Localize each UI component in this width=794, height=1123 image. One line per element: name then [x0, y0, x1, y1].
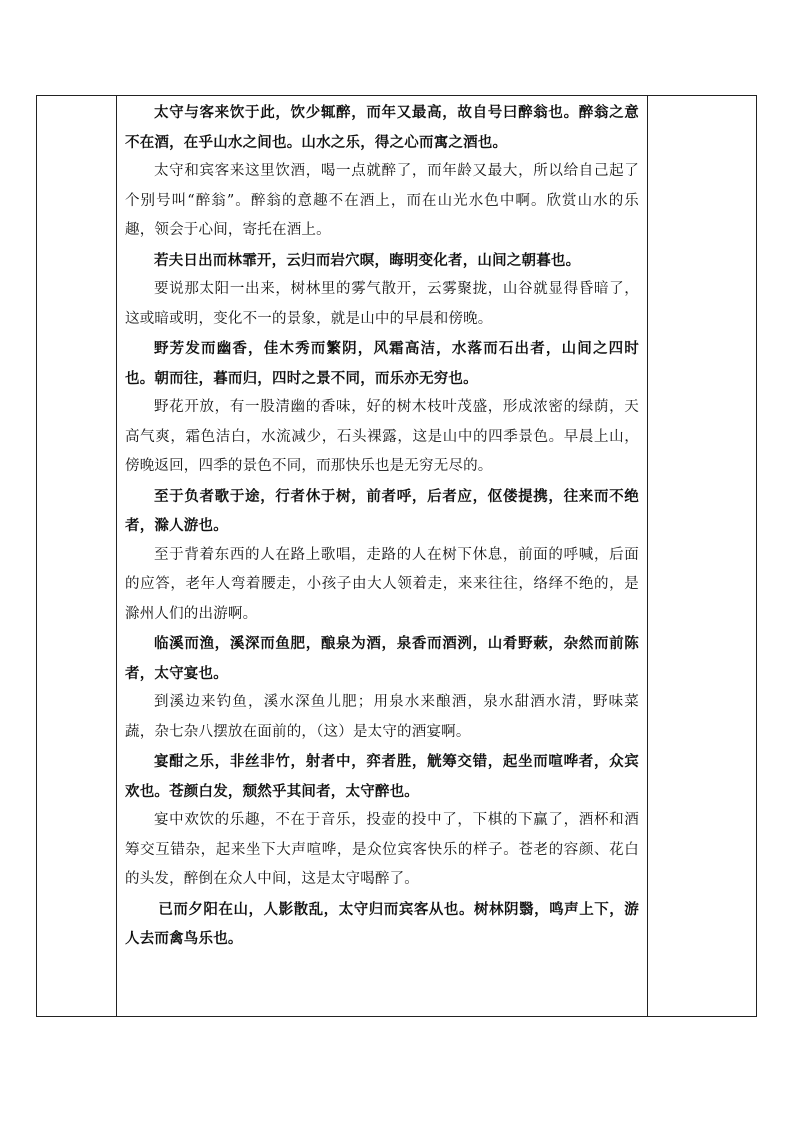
left-column-cell: [37, 96, 117, 1016]
text-table: [36, 95, 757, 1017]
translation-paragraph-2: 要说那太阳一出来，树林里的雾气散开，云雾聚拢，山谷就显得昏暗了，这或暗或明，变化不一的景象，就是山中的早晨和傍晚。: [125, 281, 639, 327]
translation-paragraph-6: 宴中欢饮的乐趣，不在于音乐，投壶的投中了，下棋的下赢了，酒杯和酒筹交互错杂，起来坐下大声喧哗，是众位宾客快乐的样子。苍老的容颜、花白的头发，醉倒在众人中间，这是太守喝醉了。: [125, 812, 639, 887]
original-paragraph-7: 已而夕阳在山，人影散乱，太守归而宾客从也。树林阴翳，鸣声上下，游人去而禽鸟乐也。: [125, 900, 639, 947]
right-column-cell: [648, 96, 756, 1016]
original-paragraph-5: 临溪而渔，溪深而鱼肥，酿泉为酒，泉香而酒洌，山肴野蔌，杂然而前陈者，太守宴也。: [125, 635, 639, 682]
original-paragraph-1: 太守与客来饮于此，饮少辄醉，而年又最高，故自号曰醉翁也。醉翁之意不在酒，在乎山水之间也。山水之乐，得之心而寓之酒也。: [125, 104, 639, 151]
translation-paragraph-3: 野花开放，有一股清幽的香味，好的树木枝叶茂盛，形成浓密的绿荫，天高气爽，霜色洁白，水流减少，石头裸露，这是山中的四季景色。早晨上山，傍晚返回，四季的景色不同，而那快乐也是无穷无尽的。: [125, 399, 639, 474]
translation-paragraph-5: 到溪边来钓鱼，溪水深鱼儿肥；用泉水来酿酒，泉水甜酒水清，野味菜蔬，杂七杂八摆放在面前的，（这）是太守的酒宴啊。: [125, 694, 639, 740]
translation-paragraph-4: 至于背着东西的人在路上歌唱，走路的人在树下休息，前面的呼喊，后面的应答，老年人弯着腰走，小孩子由大人领着走，来来往往，络绎不绝的，是滁州人们的出游啊。: [125, 546, 639, 622]
original-paragraph-2: 若夫日出而林霏开，云归而岩穴暝，晦明变化者，山间之朝暮也。: [154, 251, 581, 269]
content-column-cell: [117, 96, 648, 1016]
original-paragraph-3: 野芳发而幽香，佳木秀而繁阴，风霜高洁，水落而石出者，山间之四时也。朝而往，暮而归，四时之景不同，而乐亦无穷也。: [125, 340, 639, 387]
translation-paragraph-1: 太守和宾客来这里饮酒，喝一点就醉了，而年龄又最大，所以给自己起了个别号叫“醉翁”。醉翁的意趣不在酒上，而在山光水色中啊。欣赏山水的乐趣，领会于心间，寄托在酒上。: [125, 163, 639, 238]
original-paragraph-6: 宴酣之乐，非丝非竹，射者中，弈者胜，觥筹交错，起坐而喧哗者，众宾欢也。苍颜白发，颓然乎其间者，太守醉也。: [125, 753, 639, 800]
original-paragraph-4: 至于负者歌于途，行者休于树，前者呼，后者应，伛偻提携，往来而不绝者，滁人游也。: [125, 487, 639, 534]
